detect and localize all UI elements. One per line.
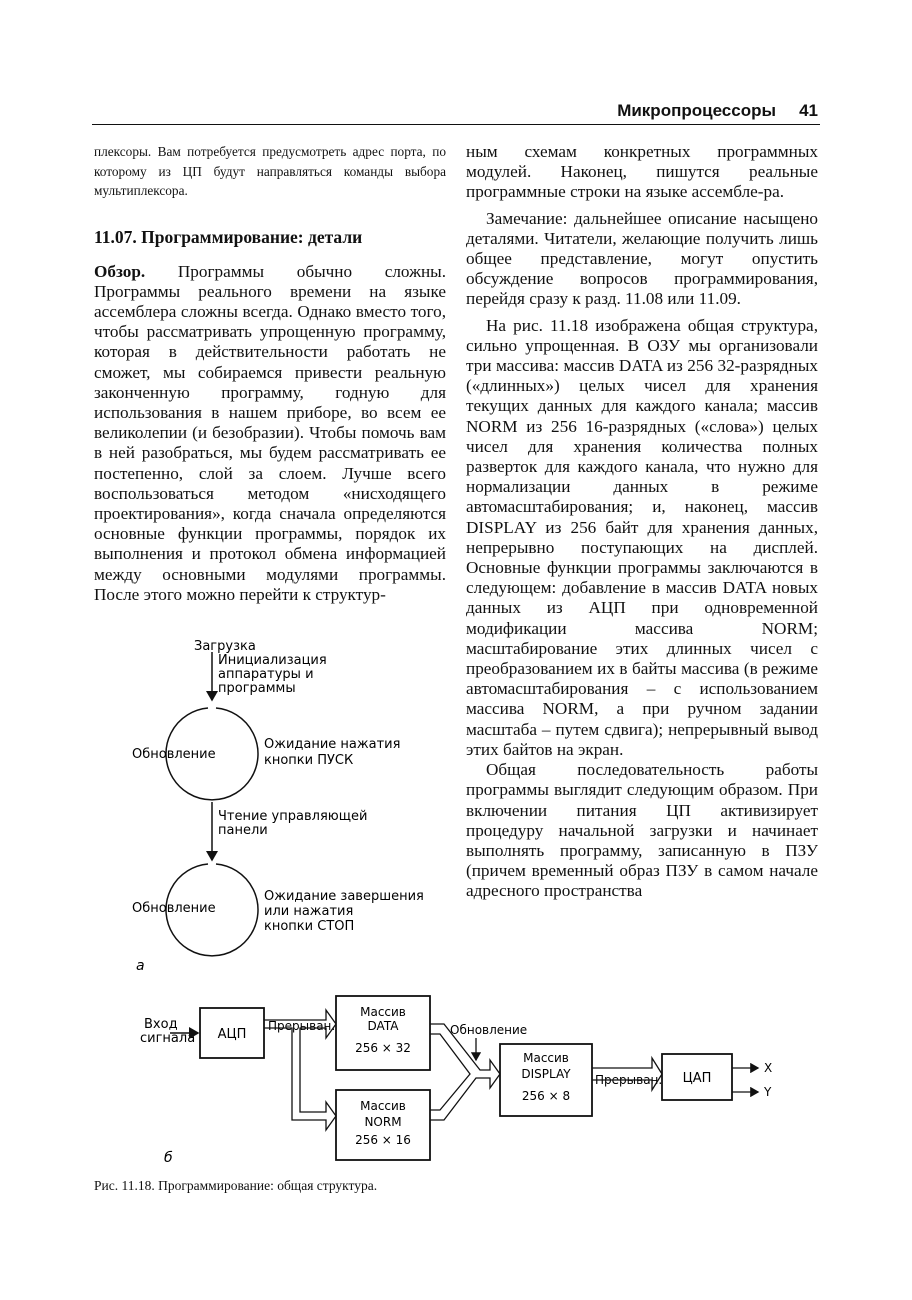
init-line-2: аппаратуры и <box>218 667 314 682</box>
interrupt-2-label: Прерыван. <box>595 1073 663 1087</box>
wait-stop-line-1: Ожидание завершения <box>264 889 424 904</box>
section-title: 11.07. Программирование: детали <box>94 226 363 247</box>
update-label-2: Обновление <box>132 901 216 916</box>
norm-array-line-3: 256 × 16 <box>355 1133 411 1147</box>
output-x: X <box>764 1061 773 1075</box>
wait-stop-line-3: кнопки СТОП <box>264 919 355 934</box>
figure-b-block-diagram <box>130 990 790 1170</box>
data-array-line-3: 256 × 32 <box>355 1041 411 1055</box>
output-y: Y <box>764 1085 772 1099</box>
figure-b-label: б <box>164 1150 173 1166</box>
data-array-line-1: Массив <box>360 1005 406 1019</box>
overview-paragraph <box>94 262 446 605</box>
init-line-3: программы <box>218 681 296 696</box>
figure-a-state-diagram <box>120 630 440 980</box>
wait-start-line-1: Ожидание нажатия <box>264 737 401 752</box>
paragraph-1: ным схемам конкретных программных модулей. Наконец, пишутся реальные программные строки на языке ассембле-ра. <box>466 142 818 202</box>
init-line-1: Инициализация <box>218 653 327 668</box>
display-array-line-2: DISPLAY <box>521 1067 571 1081</box>
header-title: Микропроцессоры <box>617 101 776 120</box>
input-label-2: сигнала <box>140 1031 196 1046</box>
adc-label: АЦП <box>217 1027 247 1042</box>
input-label-1: Вход <box>144 1017 178 1032</box>
read-panel-line-2: панели <box>218 823 268 838</box>
norm-array-line-2: NORM <box>364 1115 402 1129</box>
lead-word: Обзор. <box>94 261 146 281</box>
update-label-1: Обновление <box>132 747 216 762</box>
wait-stop-line-2: или нажатия <box>264 904 354 919</box>
continuation-text: плексоры. Вам потребуется предусмотреть адрес порта, по которому из ЦП будут направляться команды выбора мультиплексора. <box>94 144 446 198</box>
paragraph-3: На рис. 11.18 изображена общая структура, сильно упрощенная. В ОЗУ мы организовали три массива: массив DATA из 256 32-разрядных («длинных») целых чисел для хранения текущих данных для каждого канала; массив NORM из 256 16-разрядных («слова») целых чисел для хранения количества полных разверток для каждого канала, что нужно для нормализации данных в режиме автомасштабирования; и, наконец, массив DISPLAY из 256 байт для хранения данных, непрерывно поступающих на дисплей. Основные функции программы заключаются в следующем: добавление в массив DATA новых данных из АЦП при одновременной модификации массива NORM; масштабирование этих длинных чисел с преобразованием их в байты массива (в режиме автомасштабирования – с использованием массива NORM, а при ручном задании масштаба – путем сдвига); непрерывный вывод этих байтов на экран. <box>466 315 818 759</box>
overview-text: Программы обычно сложны. Программы реального времени на языке ассемблера сложны всегда. Однако вместо того, чтобы рассматривать упрощенную программу, которая в действительности работать не сможет, мы собираемся привести реальную законченную программу, годную для использования в нашем приборе, во всем ее великолепии (и безобразии). Чтобы помочь вам в ней разобраться, мы будем рассматривать ее постепенно, слой за слоем. Лучше всего воспользоваться методом «нисходящего проектирования», когда сначала определяются основные функции программы, порядок их выполнения и протокол обмена информацией между основными модулями программы. После этого можно перейти к структур- <box>94 261 446 604</box>
norm-array-line-1: Массив <box>360 1099 406 1113</box>
wait-start-line-2: кнопки ПУСК <box>264 753 354 768</box>
update-label: Обновление <box>450 1023 528 1037</box>
dac-label: ЦАП <box>682 1071 712 1086</box>
figure-caption: Рис. 11.18. Программирование: общая структура. <box>94 1178 378 1193</box>
running-header <box>92 100 820 125</box>
interrupt-1-label: Прерыван. <box>268 1019 336 1033</box>
right-column <box>466 142 818 902</box>
paragraph-4: Общая последовательность работы программы выглядит следующим образом. При включении питания ЦП активизирует процедуру начальной загрузки и начинает выполнять программу, записанную в ПЗУ (причем временный образ ПЗУ в самом начале адресного пространства <box>466 760 818 901</box>
page-number: 41 <box>799 101 818 120</box>
display-array-line-3: 256 × 8 <box>521 1089 571 1103</box>
display-array-line-1: Массив <box>523 1051 569 1065</box>
figure-a-label: а <box>136 958 145 974</box>
left-column <box>94 142 446 605</box>
paragraph-2: Замечание: дальнейшее описание насыщено деталями. Читатели, желающие получить лишь общее представление, могут опустить обсуждение вопросов программирования, перейдя сразу к разд. 11.08 или 11.09. <box>466 208 818 309</box>
read-panel-line-1: Чтение управляющей <box>218 809 368 824</box>
data-array-line-2: DATA <box>367 1019 399 1033</box>
load-label: Загрузка <box>194 639 256 654</box>
